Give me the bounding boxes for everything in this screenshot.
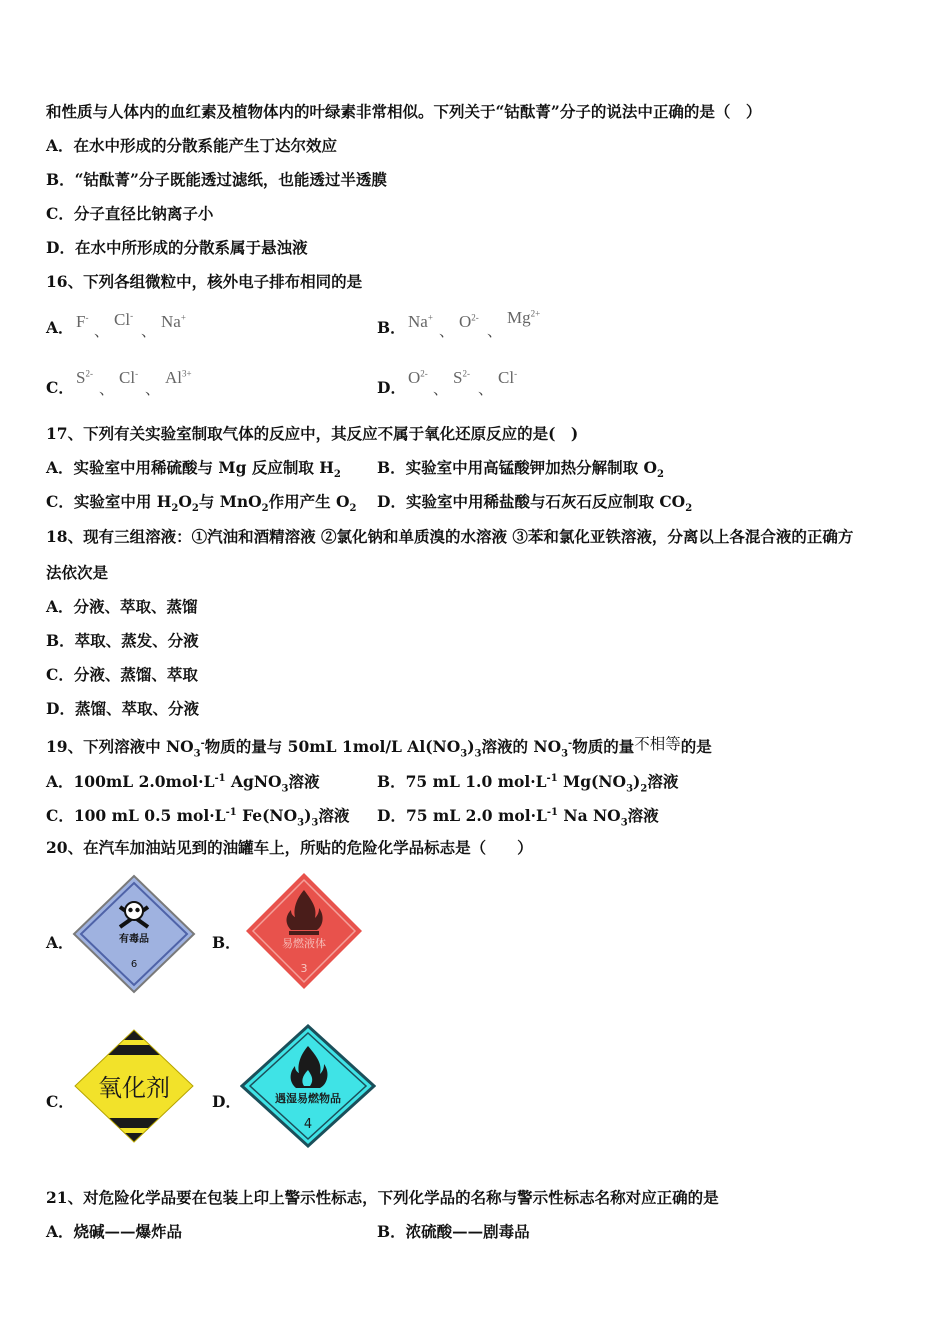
q15-option-c: C．分子直径比钠离子小 [46, 204, 214, 223]
separator: 、 [99, 380, 115, 398]
q16-d-ion-2: $S^{2-}$ [453, 368, 470, 387]
question-19-stem: 19、下列溶液中 $NO_3^-$物质的量与 50mL 1mol/L $Al(NO_3)_3$溶液的 $NO_3^-$物质的量不相等的是 [46, 735, 712, 760]
q16-b-ion-2: $O^{2-}$ [459, 312, 479, 331]
question-15-intro: 和性质与人体内的血红素及植物体内的叶绿素非常相似。下列关于“钴酞菁”分子的说法中正确的是（ ） [46, 102, 762, 121]
q16-option-b-label: B． [377, 318, 406, 337]
q21-option-b: B．浓硫酸——剧毒品 [377, 1222, 530, 1241]
q20-option-d-label: D． [212, 1092, 241, 1111]
q20-option-a-label: A． [46, 933, 74, 952]
separator: 、 [145, 380, 161, 398]
q16-a-ion-1: F- [76, 312, 89, 331]
separator: 、 [478, 380, 494, 398]
q16-c-ion-2: Cl- [119, 368, 139, 387]
q18-option-d: D．蒸馏、萃取、分液 [46, 699, 199, 718]
q19-option-d: D．75 mL 2.0 $mol\cdot L^{-1}$ Na $NO_3$溶液 [377, 806, 659, 829]
toxic-hazard-sign [72, 874, 196, 994]
q16-c-ion-1: $S^{2-}$ [76, 368, 93, 387]
q18-option-c: C．分液、蒸馏、萃取 [46, 665, 198, 684]
question-20-stem: 20、在汽车加油站见到的油罐车上，所贴的危险化学品标志是（ ） [46, 838, 533, 857]
separator: 、 [439, 322, 455, 340]
separator: 、 [94, 322, 110, 340]
q17-option-d: D．实验室中用稀盐酸与石灰石反应制取 $CO_2$ [377, 492, 693, 515]
toxic-sign-number: 6 [130, 959, 138, 970]
q21-option-a: A．烧碱——爆炸品 [46, 1222, 183, 1241]
separator: 、 [487, 322, 503, 340]
q17-option-c: C．实验室中用 $H_2O_2$与 MnO$_2$作用产生 $O_2$ [46, 492, 357, 515]
q15-option-a: A．在水中形成的分散系能产生丁达尔效应 [46, 136, 338, 155]
q19-option-a: A．100mL $2.0mol\cdot L^{-1}$ AgNO$_3$溶液 [46, 772, 320, 795]
q19-option-b: B．75 mL 1.0 $mol\cdot L^{-1}$ $Mg(NO_3)_2$溶液 [377, 772, 679, 795]
q15-option-d: D．在水中所形成的分散系属于悬浊液 [46, 238, 308, 257]
question-18-stem-line2: 法依次是 [46, 563, 109, 582]
q16-option-d-label: D． [377, 378, 406, 397]
q16-d-ion-1: $O^{2-}$ [408, 368, 428, 387]
question-21-stem: 21、对危险化学品要在包装上印上警示性标志，下列化学品的名称与警示性标志名称对应正确的是 [46, 1188, 719, 1207]
flammable-sign-number: 3 [300, 962, 308, 975]
oxidizer-sign-text: 氧化剂 [98, 1074, 170, 1102]
q20-option-b-label: B． [212, 933, 241, 952]
q16-c-ion-3: $Al^{3+}$ [165, 368, 192, 387]
q16-a-ion-2: Cl- [114, 310, 134, 329]
q16-a-ion-3: Na+ [161, 312, 186, 331]
flammable-sign-text: 易燃液体 [282, 937, 326, 950]
q15-option-b: B．“钴酞菁”分子既能透过滤纸，也能透过半透膜 [46, 170, 387, 189]
separator: 、 [141, 322, 157, 340]
oxidizer-sign [73, 1028, 195, 1144]
q18-option-a: A．分液、萃取、蒸馏 [46, 597, 198, 616]
dangerous-when-wet-sign [240, 1024, 376, 1148]
q17-option-b: B．实验室中用高锰酸钾加热分解制取 $O_2$ [377, 458, 664, 481]
q16-option-c-label: C． [46, 378, 74, 397]
separator: 、 [433, 380, 449, 398]
q16-d-ion-3: Cl- [498, 368, 518, 387]
wet-sign-text: 遇湿易燃物品 [275, 1092, 341, 1105]
question-18-stem-line1: 18、现有三组溶液：①汽油和酒精溶液 ②氯化钠和单质溴的水溶液 ③苯和氯化亚铁溶液，分离以上各混合液的正确方 [46, 527, 854, 546]
question-17-stem: 17、下列有关实验室制取气体的反应中，其反应不属于氧化还原反应的是( ) [46, 424, 579, 443]
question-16-stem: 16、下列各组微粒中，核外电子排布相同的是 [46, 272, 363, 291]
q20-option-c-label: C． [46, 1092, 74, 1111]
q18-option-b: B．萃取、蒸发、分液 [46, 631, 199, 650]
wet-sign-number: 4 [303, 1117, 313, 1132]
q17-option-a: A．实验室中用稀硫酸与 Mg 反应制取 $H_2$ [46, 458, 341, 481]
q16-b-ion-3: $Mg^{2+}$ [507, 308, 541, 327]
q16-option-a-label: A． [46, 318, 74, 337]
toxic-sign-text: 有毒品 [119, 934, 149, 945]
q19-option-c: C．100 mL 0.5 $mol\cdot L^{-1}$ $Fe(NO_3)_3$溶液 [46, 806, 350, 829]
flammable-liquid-sign [243, 870, 365, 992]
q16-b-ion-1: Na+ [408, 312, 433, 331]
